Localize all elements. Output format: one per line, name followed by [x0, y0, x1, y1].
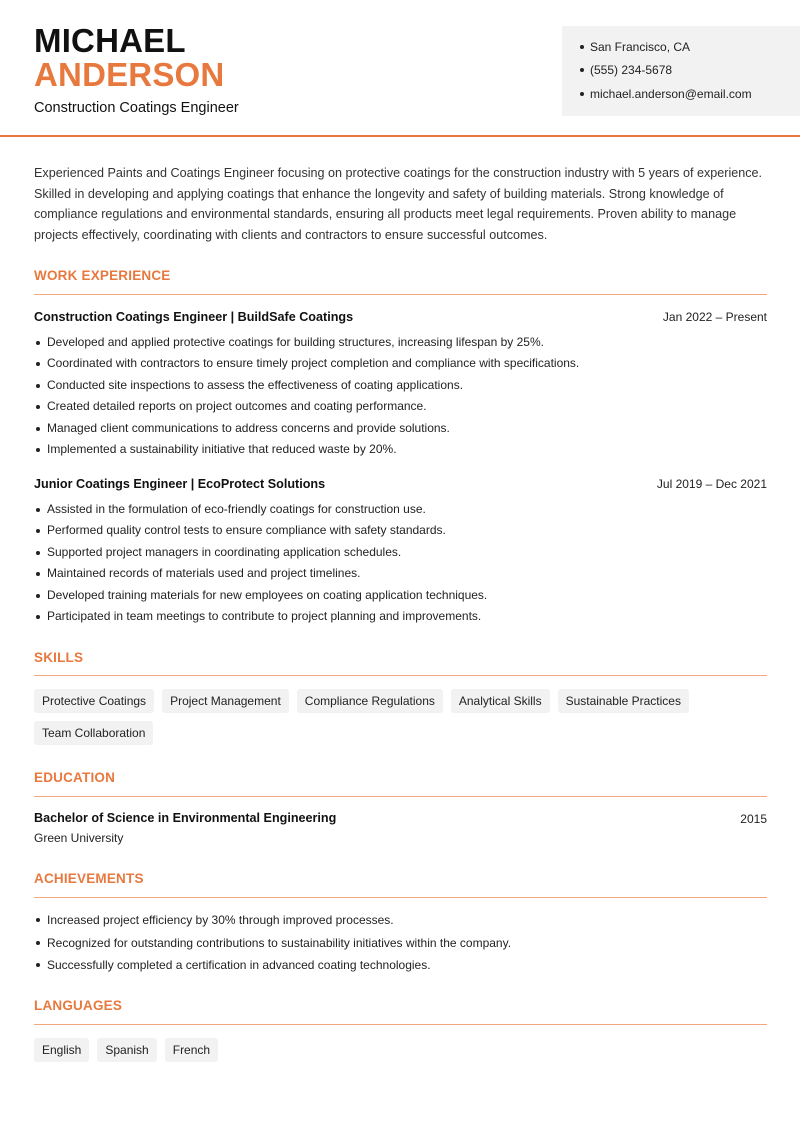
- list-item: Participated in team meetings to contribute to project planning and improvements.: [34, 606, 767, 627]
- job-title-1: Construction Coatings Engineer | BuildSafe Coatings: [34, 310, 354, 324]
- contact-email[interactable]: [580, 87, 752, 101]
- job-bullets-1: [34, 332, 767, 460]
- job-dates-2: Jul 2019 – Dec 2021: [656, 477, 767, 491]
- list-item: Maintained records of materials used and project timelines.: [34, 563, 767, 584]
- education-school: Green University: [34, 831, 124, 845]
- section-title-languages: LANGUAGES: [34, 998, 123, 1013]
- list-item: Developed training materials for new employees on coating application techniques.: [34, 585, 767, 606]
- skill-chip: Sustainable Practices: [558, 689, 689, 713]
- professional-summary: Experienced Paints and Coatings Engineer focusing on protective coatings for the construction industry with 5 years of experience. Skilled in developing and applying coatings that enhance the longevity and safety of building materials. Strong knowledge of compliance regulations and environmental standards, ensuring all products meet legal requirements. Proven ability to manage projects effectively, coordinating with clients and contractors to ensure successful outcomes.: [34, 166, 763, 242]
- skill-chip: Protective Coatings: [34, 689, 154, 713]
- contact-location: [580, 40, 690, 54]
- education-degree: Bachelor of Science in Environmental Engineering: [34, 811, 337, 825]
- contact-phone-text: (555) 234-5678: [590, 63, 673, 77]
- bullet-icon: [580, 45, 584, 49]
- skill-chip: Compliance Regulations: [297, 689, 443, 713]
- language-chip: English: [34, 1038, 89, 1062]
- contact-box: [562, 26, 800, 116]
- job-title-2: Junior Coatings Engineer | EcoProtect Solutions: [34, 477, 326, 491]
- skill-chip: Analytical Skills: [451, 689, 550, 713]
- skills-list: [34, 689, 734, 745]
- list-item: Conducted site inspections to assess the effectiveness of coating applications.: [34, 375, 767, 396]
- section-title-skills: SKILLS: [34, 650, 84, 665]
- bullet-icon: [580, 92, 584, 96]
- education-year: 2015: [740, 812, 767, 826]
- section-divider: [34, 675, 767, 676]
- language-chip: Spanish: [97, 1038, 156, 1062]
- contact-location-text: San Francisco, CA: [590, 40, 691, 54]
- bullet-icon: [580, 68, 584, 72]
- language-chip: French: [165, 1038, 218, 1062]
- list-item: Implemented a sustainability initiative that reduced waste by 20%.: [34, 439, 767, 460]
- section-title-work-experience: WORK EXPERIENCE: [34, 268, 171, 283]
- list-item: Recognized for outstanding contributions to sustainability initiatives within the company.: [34, 932, 767, 955]
- job-dates-1: Jan 2022 – Present: [662, 310, 767, 324]
- skill-chip: Project Management: [162, 689, 289, 713]
- job-title: Construction Coatings Engineer: [34, 100, 239, 116]
- section-divider: [34, 897, 767, 898]
- section-divider: [34, 294, 767, 295]
- list-item: Coordinated with contractors to ensure timely project completion and compliance with specifications.: [34, 353, 767, 374]
- contact-phone: [580, 63, 672, 77]
- job-bullets-2: [34, 499, 767, 627]
- last-name: ANDERSON: [34, 56, 225, 93]
- skill-chip: Team Collaboration: [34, 721, 153, 745]
- list-item: Managed client communications to address concerns and provide solutions.: [34, 418, 767, 439]
- list-item: Successfully completed a certification in advanced coating technologies.: [34, 954, 767, 977]
- section-divider: [34, 1024, 767, 1025]
- languages-list: [34, 1038, 734, 1062]
- section-title-achievements: ACHIEVEMENTS: [34, 871, 144, 886]
- resume-header: [0, 0, 800, 137]
- list-item: Assisted in the formulation of eco-friendly coatings for construction use.: [34, 499, 767, 520]
- section-divider: [34, 796, 767, 797]
- list-item: Supported project managers in coordinating application schedules.: [34, 542, 767, 563]
- list-item: Increased project efficiency by 30% through improved processes.: [34, 909, 767, 932]
- section-title-education: EDUCATION: [34, 770, 116, 785]
- list-item: Performed quality control tests to ensure compliance with safety standards.: [34, 520, 767, 541]
- list-item: Created detailed reports on project outcomes and coating performance.: [34, 396, 767, 417]
- achievements-list: [34, 909, 767, 977]
- list-item: Developed and applied protective coatings for building structures, increasing lifespan by 25%.: [34, 332, 767, 353]
- first-name: MICHAEL: [34, 22, 186, 59]
- contact-email-text[interactable]: michael.anderson@email.com: [590, 87, 752, 101]
